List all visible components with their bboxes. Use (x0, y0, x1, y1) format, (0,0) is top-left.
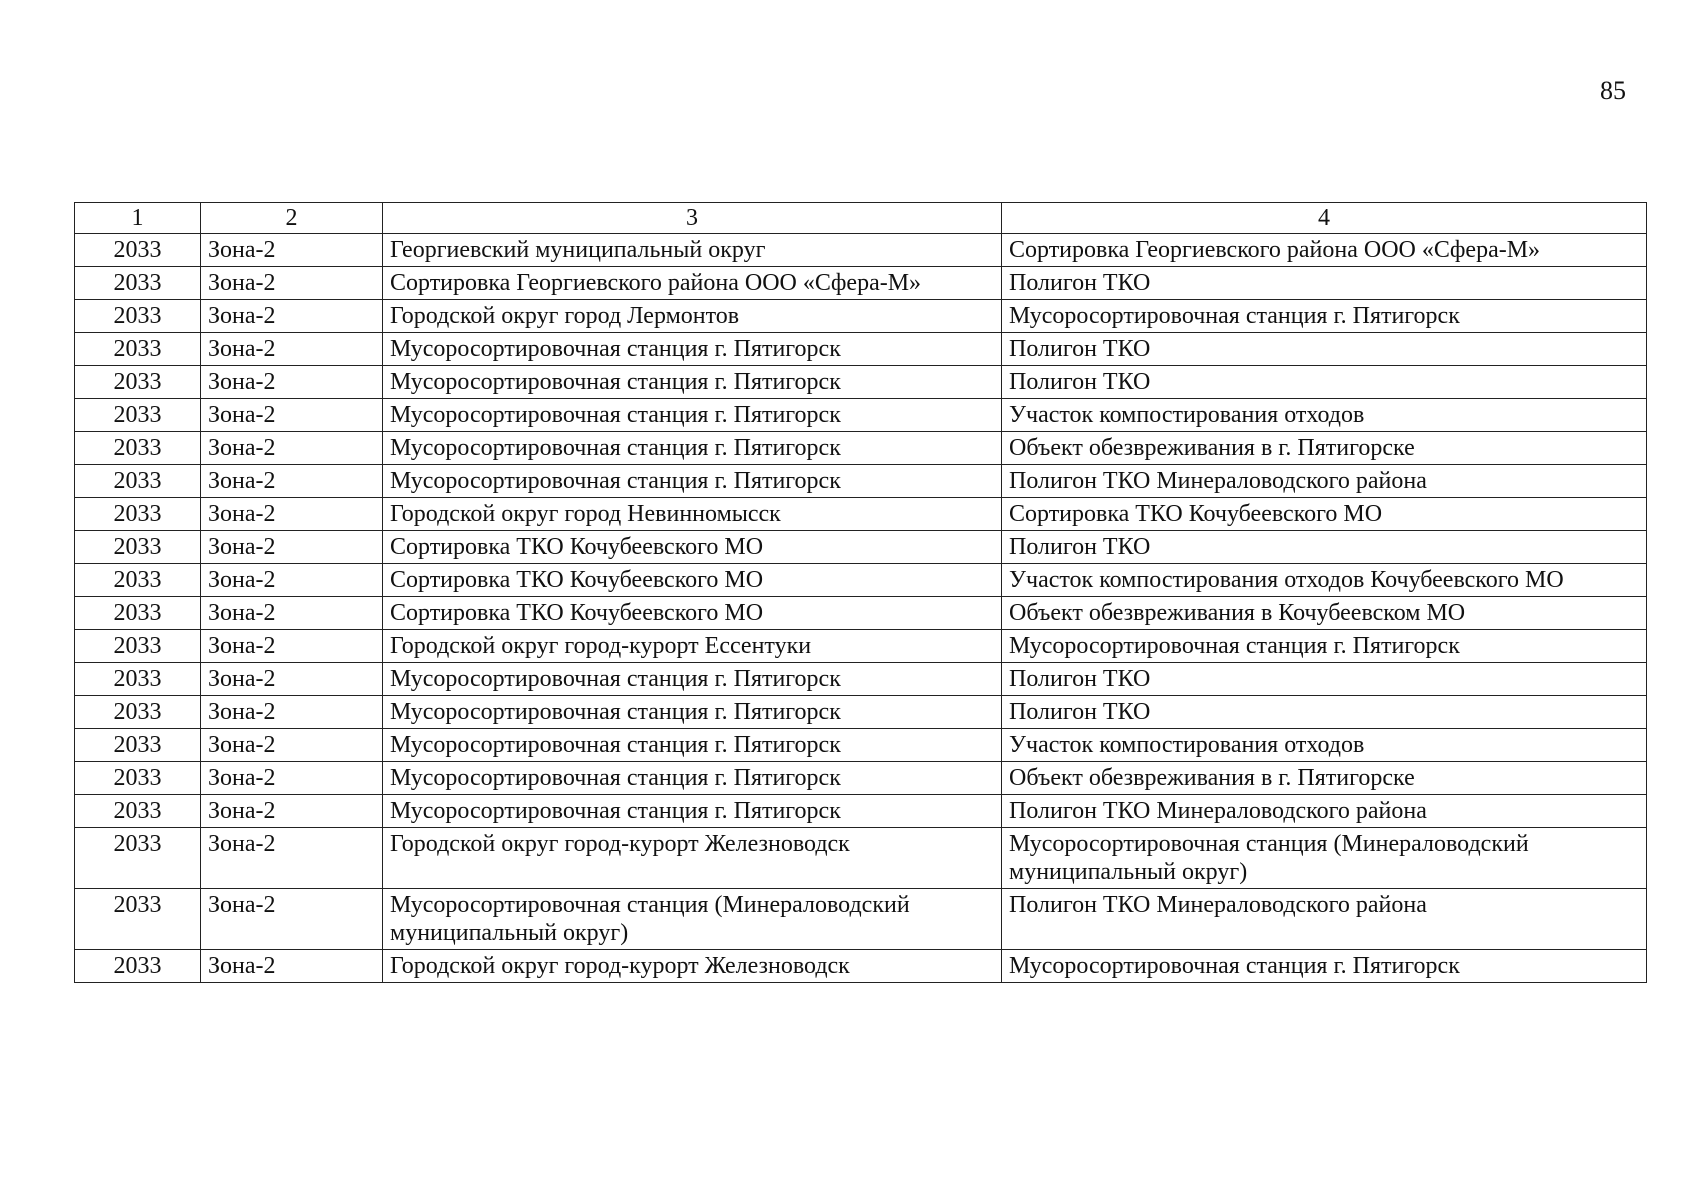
table-row (75, 465, 1647, 498)
source-cell: Мусоросортировочная станция г. Пятигорск (383, 795, 1002, 828)
zone-cell: Зона-2 (201, 234, 383, 267)
destination-cell: Полигон ТКО (1002, 663, 1647, 696)
zone-cell: Зона-2 (201, 333, 383, 366)
table-row (75, 234, 1647, 267)
source-cell: Сортировка Георгиевского района ООО «Сфера-М» (383, 267, 1002, 300)
year-cell: 2033 (75, 630, 201, 663)
zone-cell: Зона-2 (201, 498, 383, 531)
destination-cell: Полигон ТКО Минераловодского района (1002, 465, 1647, 498)
zone-cell: Зона-2 (201, 267, 383, 300)
table-row (75, 564, 1647, 597)
header-cell-4: 4 (1002, 203, 1647, 234)
year-cell: 2033 (75, 564, 201, 597)
destination-cell: Участок компостирования отходов (1002, 729, 1647, 762)
year-cell: 2033 (75, 498, 201, 531)
table-row (75, 333, 1647, 366)
source-cell: Георгиевский муниципальный округ (383, 234, 1002, 267)
year-cell: 2033 (75, 597, 201, 630)
zone-cell: Зона-2 (201, 564, 383, 597)
destination-cell: Мусоросортировочная станция (Минераловодский муниципальный округ) (1002, 828, 1647, 889)
destination-cell: Полигон ТКО (1002, 696, 1647, 729)
destination-cell: Полигон ТКО (1002, 531, 1647, 564)
source-cell: Мусоросортировочная станция г. Пятигорск (383, 399, 1002, 432)
destination-cell: Полигон ТКО Минераловодского района (1002, 889, 1647, 950)
table-row (75, 663, 1647, 696)
year-cell: 2033 (75, 663, 201, 696)
year-cell: 2033 (75, 696, 201, 729)
destination-cell: Объект обезвреживания в Кочубеевском МО (1002, 597, 1647, 630)
table-row (75, 300, 1647, 333)
zone-cell: Зона-2 (201, 630, 383, 663)
source-cell: Мусоросортировочная станция г. Пятигорск (383, 333, 1002, 366)
table-row (75, 597, 1647, 630)
year-cell: 2033 (75, 762, 201, 795)
header-cell-1: 1 (75, 203, 201, 234)
destination-cell: Сортировка Георгиевского района ООО «Сфера-М» (1002, 234, 1647, 267)
zone-cell: Зона-2 (201, 828, 383, 889)
zone-cell: Зона-2 (201, 531, 383, 564)
destination-cell: Мусоросортировочная станция г. Пятигорск (1002, 630, 1647, 663)
table-row (75, 630, 1647, 663)
source-cell: Мусоросортировочная станция г. Пятигорск (383, 366, 1002, 399)
table-row (75, 762, 1647, 795)
source-cell: Сортировка ТКО Кочубеевского МО (383, 597, 1002, 630)
zone-cell: Зона-2 (201, 795, 383, 828)
destination-cell: Полигон ТКО (1002, 267, 1647, 300)
source-cell: Городской округ город-курорт Железноводск (383, 828, 1002, 889)
year-cell: 2033 (75, 366, 201, 399)
waste-flow-table (74, 202, 1647, 983)
source-cell: Мусоросортировочная станция г. Пятигорск (383, 465, 1002, 498)
table-row (75, 432, 1647, 465)
zone-cell: Зона-2 (201, 366, 383, 399)
year-cell: 2033 (75, 828, 201, 889)
source-cell: Сортировка ТКО Кочубеевского МО (383, 564, 1002, 597)
year-cell: 2033 (75, 465, 201, 498)
table-row (75, 889, 1647, 950)
year-cell: 2033 (75, 889, 201, 950)
zone-cell: Зона-2 (201, 889, 383, 950)
zone-cell: Зона-2 (201, 696, 383, 729)
table-row (75, 531, 1647, 564)
source-cell: Мусоросортировочная станция г. Пятигорск (383, 696, 1002, 729)
destination-cell: Мусоросортировочная станция г. Пятигорск (1002, 950, 1647, 983)
zone-cell: Зона-2 (201, 663, 383, 696)
zone-cell: Зона-2 (201, 729, 383, 762)
destination-cell: Полигон ТКО Минераловодского района (1002, 795, 1647, 828)
table-header-row (75, 203, 1647, 234)
source-cell: Городской округ город-курорт Ессентуки (383, 630, 1002, 663)
source-cell: Городской округ город Лермонтов (383, 300, 1002, 333)
table-row (75, 795, 1647, 828)
table-row (75, 267, 1647, 300)
source-cell: Мусоросортировочная станция (Минераловодский муниципальный округ) (383, 889, 1002, 950)
table-row (75, 366, 1647, 399)
header-cell-3: 3 (383, 203, 1002, 234)
table-row (75, 950, 1647, 983)
destination-cell: Участок компостирования отходов (1002, 399, 1647, 432)
year-cell: 2033 (75, 333, 201, 366)
zone-cell: Зона-2 (201, 597, 383, 630)
year-cell: 2033 (75, 399, 201, 432)
page-number: 85 (1600, 76, 1626, 105)
header-cell-2: 2 (201, 203, 383, 234)
year-cell: 2033 (75, 234, 201, 267)
table-row (75, 729, 1647, 762)
destination-cell: Полигон ТКО (1002, 366, 1647, 399)
table-header (75, 203, 1647, 234)
year-cell: 2033 (75, 950, 201, 983)
destination-cell: Сортировка ТКО Кочубеевского МО (1002, 498, 1647, 531)
zone-cell: Зона-2 (201, 300, 383, 333)
destination-cell: Объект обезвреживания в г. Пятигорске (1002, 762, 1647, 795)
source-cell: Городской округ город-курорт Железноводск (383, 950, 1002, 983)
table-row (75, 696, 1647, 729)
source-cell: Сортировка ТКО Кочубеевского МО (383, 531, 1002, 564)
table-row (75, 828, 1647, 889)
zone-cell: Зона-2 (201, 465, 383, 498)
destination-cell: Объект обезвреживания в г. Пятигорске (1002, 432, 1647, 465)
table-row (75, 498, 1647, 531)
zone-cell: Зона-2 (201, 399, 383, 432)
table-row (75, 399, 1647, 432)
year-cell: 2033 (75, 729, 201, 762)
destination-cell: Полигон ТКО (1002, 333, 1647, 366)
zone-cell: Зона-2 (201, 432, 383, 465)
year-cell: 2033 (75, 300, 201, 333)
year-cell: 2033 (75, 267, 201, 300)
zone-cell: Зона-2 (201, 762, 383, 795)
source-cell: Мусоросортировочная станция г. Пятигорск (383, 432, 1002, 465)
source-cell: Мусоросортировочная станция г. Пятигорск (383, 762, 1002, 795)
source-cell: Мусоросортировочная станция г. Пятигорск (383, 729, 1002, 762)
year-cell: 2033 (75, 531, 201, 564)
year-cell: 2033 (75, 795, 201, 828)
destination-cell: Мусоросортировочная станция г. Пятигорск (1002, 300, 1647, 333)
year-cell: 2033 (75, 432, 201, 465)
destination-cell: Участок компостирования отходов Кочубеевского МО (1002, 564, 1647, 597)
source-cell: Мусоросортировочная станция г. Пятигорск (383, 663, 1002, 696)
source-cell: Городской округ город Невинномысск (383, 498, 1002, 531)
table-body (75, 234, 1647, 983)
zone-cell: Зона-2 (201, 950, 383, 983)
